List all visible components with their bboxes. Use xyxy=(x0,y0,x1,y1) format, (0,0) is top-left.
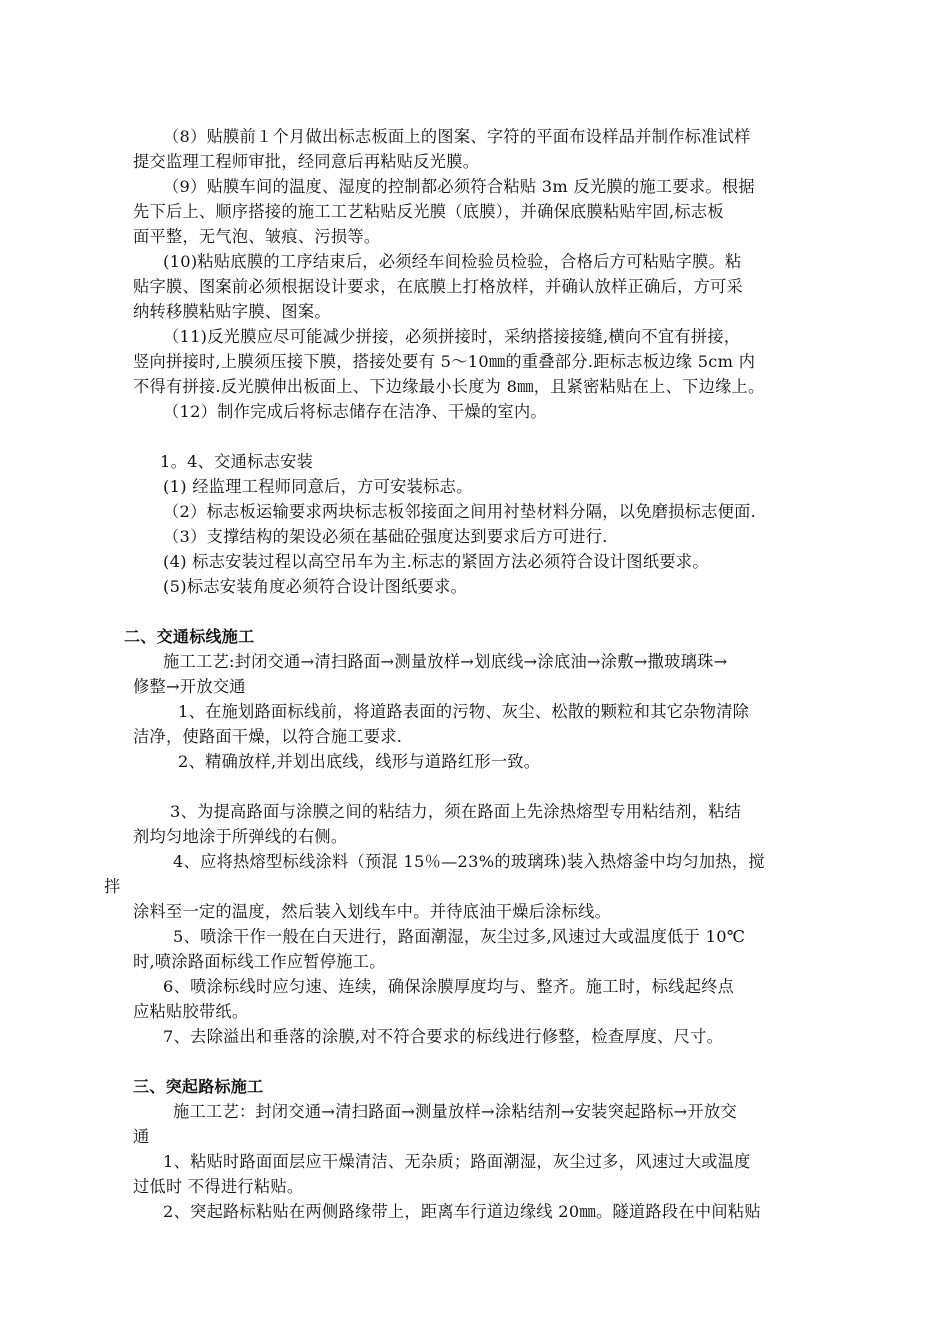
paragraph-line: 涂料至一定的温度，然后装入划线车中。并待底油干燥后涂标线。 xyxy=(133,902,612,921)
paragraph-line: (5)标志安装角度必须符合设计图纸要求。 xyxy=(163,577,468,596)
paragraph-line: 竖向拼接时,上膜须压接下膜，搭接处要有 5～10㎜的重叠部分.距标志板边缘 5cm 内 xyxy=(133,352,756,371)
paragraph-line: 拌 xyxy=(104,877,121,896)
paragraph-line: 施工工艺:封闭交通→清扫路面→测量放样→划底线→涂底油→涂敷→撒玻璃珠→ xyxy=(163,652,728,671)
paragraph-line: 贴字膜、图案前必须根据设计要求，在底膜上打格放样，并确认放样正确后，方可采 xyxy=(133,277,744,296)
section-heading: 三、突起路标施工 xyxy=(133,1077,264,1096)
section-subheading: 1。4、交通标志安装 xyxy=(160,452,314,471)
paragraph-line: 先下后上、顺序搭接的施工工艺粘贴反光膜（底膜），并确保底膜粘贴牢固,标志板 xyxy=(133,202,724,221)
paragraph-line: 6、喷涂标线时应匀速、连续，确保涂膜厚度均与、整齐。施工时，标线起终点 xyxy=(163,977,735,996)
section-heading: 二、交通标线施工 xyxy=(124,627,255,646)
paragraph-line: （11)反光膜应尽可能减少拼接，必须拼接时，采纳搭接接缝,横向不宜有拼接， xyxy=(163,327,741,346)
paragraph-line: 时,喷涂路面标线工作应暂停施工。 xyxy=(133,952,386,971)
paragraph-line: (4) 标志安装过程以高空吊车为主.标志的紧固方法必须符合设计图纸要求。 xyxy=(163,552,709,571)
paragraph-line: 4、应将热熔型标线涂料（预混 15％—23%的玻璃珠)装入热熔釜中均匀加热，搅 xyxy=(173,852,765,871)
paragraph-line: （3）支撑结构的架设必须在基础砼强度达到要求后方可进行. xyxy=(163,527,608,546)
paragraph-line: 通 xyxy=(133,1127,150,1146)
paragraph-line: 洁净，使路面干燥，以符合施工要求. xyxy=(133,727,403,746)
paragraph-line: 1、在施划路面标线前，将道路表面的污物、灰尘、松散的颗粒和其它杂物清除 xyxy=(178,702,750,721)
paragraph-line: 2、突起路标粘贴在两侧路缘带上，距离车行道边缘线 20㎜。隧道路段在中间粘贴 xyxy=(163,1202,761,1221)
paragraph-line: 1、粘贴时路面面层应干燥清洁、无杂质；路面潮湿，灰尘过多，风速过大或温度 xyxy=(163,1152,751,1171)
paragraph-line: 提交监理工程师审批，经同意后再粘贴反光膜。 xyxy=(133,152,480,171)
paragraph-line: （8）贴膜前１个月做出标志板面上的图案、字符的平面布设样品并制作标准试样 xyxy=(163,127,751,146)
paragraph-line: 纳转移膜粘贴字膜、图案。 xyxy=(133,302,331,321)
paragraph-line: (1) 经监理工程师同意后，方可安装标志。 xyxy=(163,477,473,496)
paragraph-line: （12）制作完成后将标志储存在洁净、干燥的室内。 xyxy=(163,402,547,421)
paragraph-line: 2、精确放样,并划出底线，线形与道路红形一致。 xyxy=(178,752,541,771)
paragraph-line: 剂均匀地涂于所弹线的右侧。 xyxy=(133,827,348,846)
paragraph-line: 过低时 不得进行粘贴。 xyxy=(133,1177,304,1196)
paragraph-line: 不得有拼接.反光膜伸出板面上、下边缘最小长度为 8㎜，且紧密粘贴在上、下边缘上。 xyxy=(133,377,765,396)
paragraph-line: 修整→开放交通 xyxy=(133,677,246,696)
paragraph-line: （9）贴膜车间的温度、湿度的控制都必须符合粘贴 3m 反光膜的施工要求。根据 xyxy=(163,177,755,196)
paragraph-line: （2）标志板运输要求两块标志板邻接面之间用衬垫材料分隔，以免磨损标志便面. xyxy=(163,502,757,521)
paragraph-line: 3、为提高路面与涂膜之间的粘结力，须在路面上先涂热熔型专用粘结剂，粘结 xyxy=(170,802,742,821)
paragraph-line: 5、喷涂干作一般在白天进行，路面潮湿，灰尘过多,风速过大或温度低于 10℃ xyxy=(173,927,746,946)
paragraph-line: 应粘贴胶带纸。 xyxy=(133,1002,249,1021)
paragraph-line: 7、去除溢出和垂落的涂膜,对不符合要求的标线进行修整，检查厚度、尺寸。 xyxy=(163,1027,724,1046)
paragraph-line: 面平整，无气泡、皱痕、污损等。 xyxy=(133,227,381,246)
paragraph-line: (10)粘贴底膜的工序结束后，必须经车间检验员检验，合格后方可粘贴字膜。粘 xyxy=(163,252,742,271)
paragraph-line: 施工工艺：封闭交通→清扫路面→测量放样→涂粘结剂→安装突起路标→开放交 xyxy=(173,1102,737,1121)
